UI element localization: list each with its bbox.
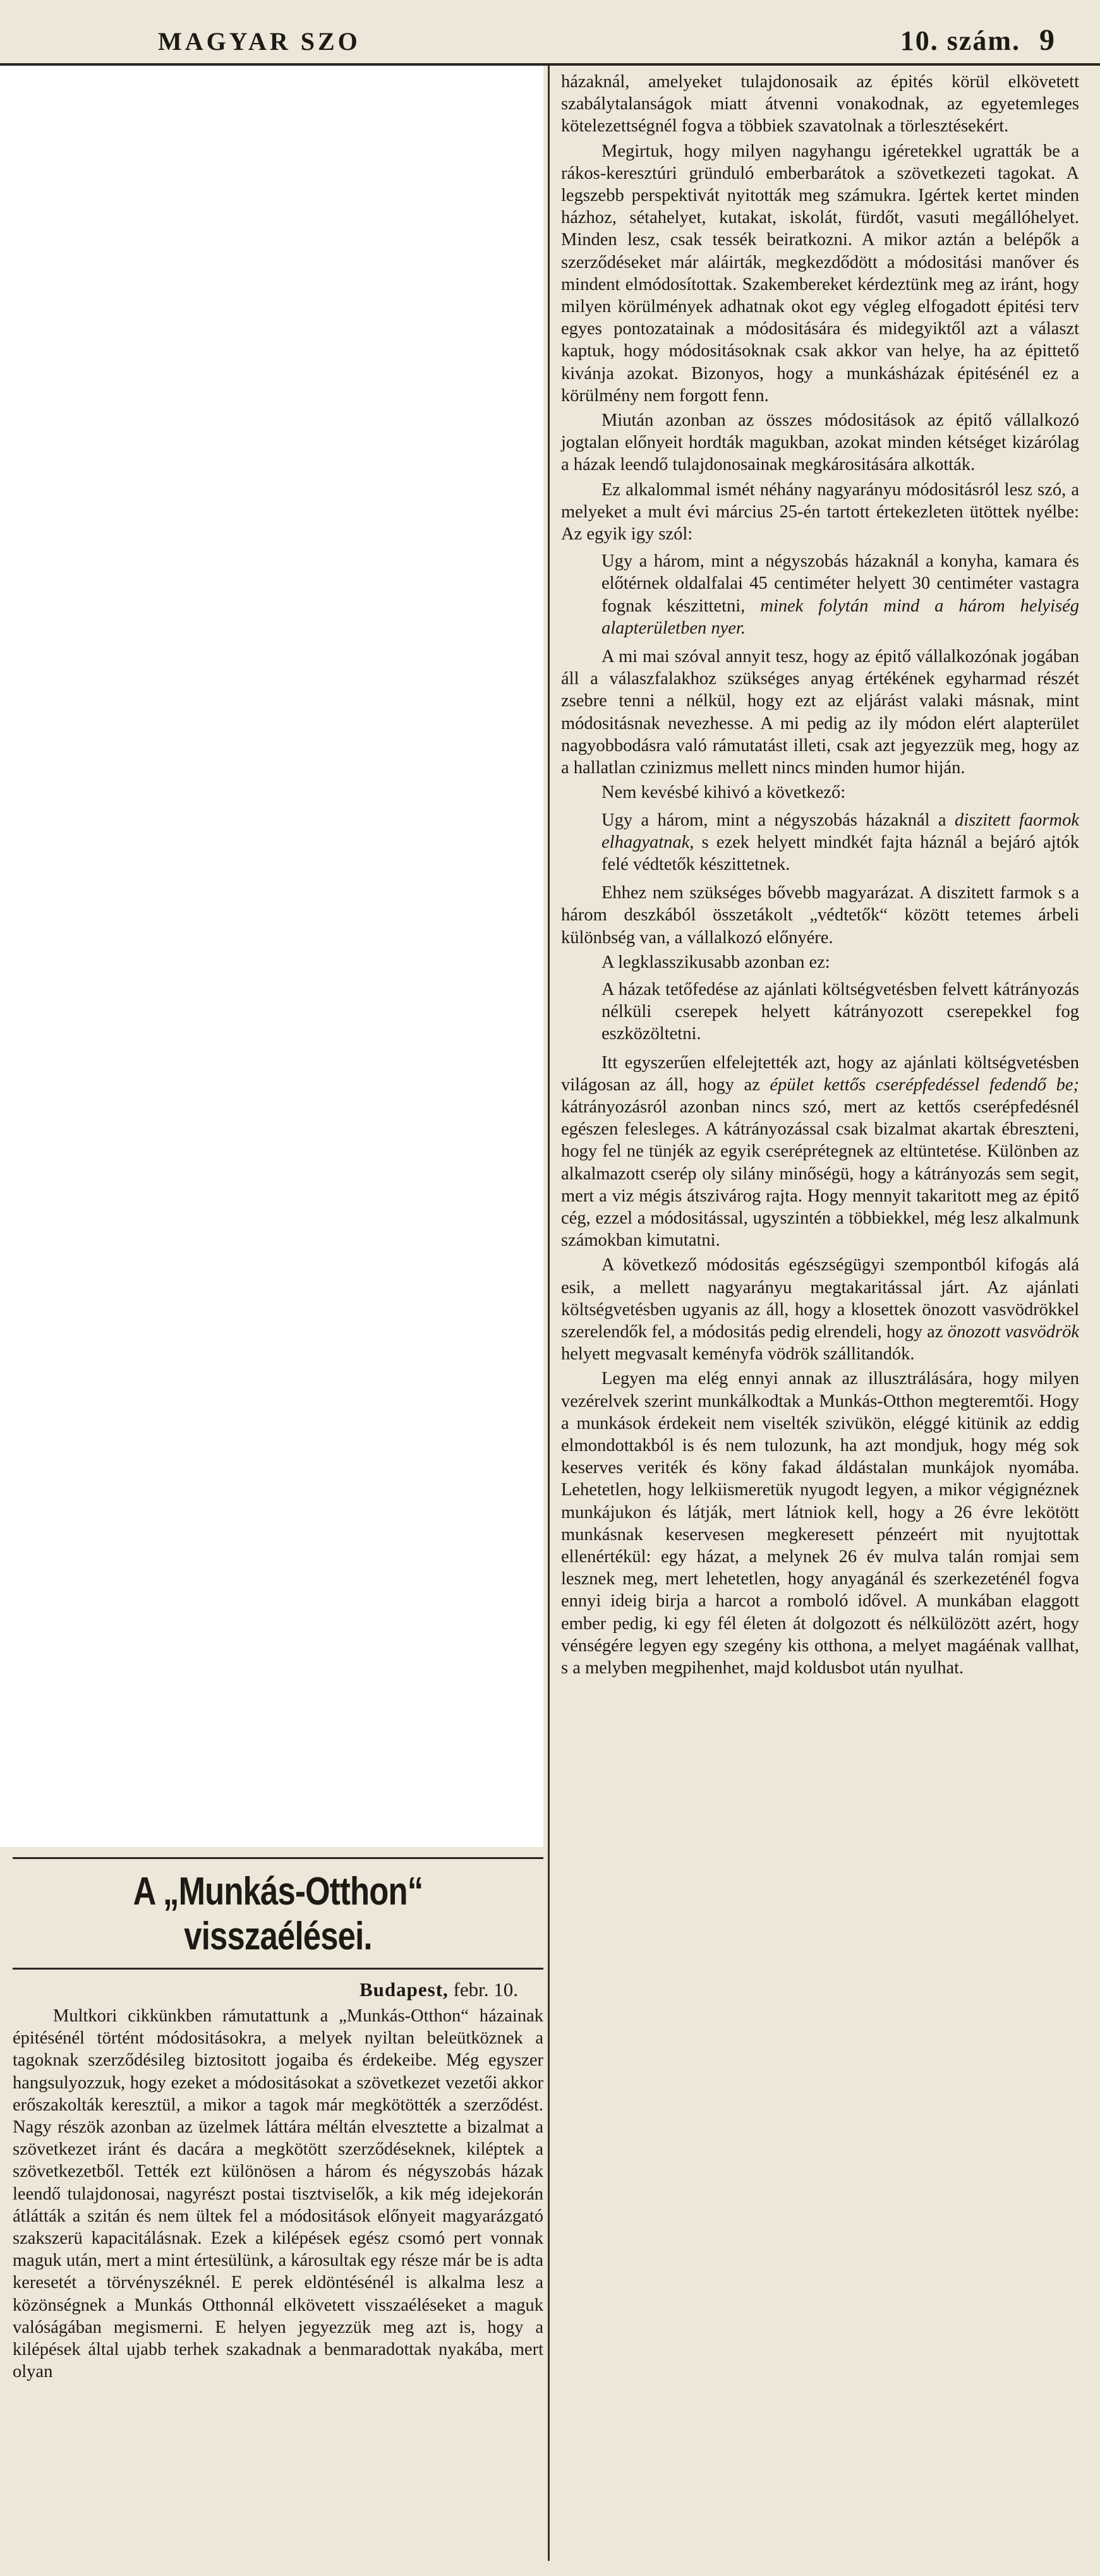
dateline-date: febr. 10. xyxy=(453,1978,518,2001)
article-paragraph: Ehhez nem szükséges bővebb magyarázat. A diszitett farmok s a három deszkából összetákolt „védtetők“ között tetemes árbeli különbség van, a vállalkozó előnyére. xyxy=(561,883,1079,948)
issue-number: 10. szám. xyxy=(900,25,1020,56)
right-column xyxy=(561,71,1079,2560)
article-paragraph xyxy=(561,1254,1079,1365)
article-title: A „Munkás-Otthon“ visszaélései. xyxy=(133,1870,423,1958)
paragraph-text: A következő módositás egészségügyi szempontból kifogás alá esik, a mellett nagyarányu megtakaritással járt. Az ajánlati költségvetésben ugyanis az áll, hogy a klosettek önozott vasvödrökkel szerelendők fel, a módositás pedig elrendeli, hogy az xyxy=(561,1255,1079,1342)
quote-emphasis: diszitett faormok elhagyatnak, xyxy=(601,810,1080,852)
column-divider xyxy=(548,66,550,2561)
quoted-modification xyxy=(561,809,1079,876)
dateline xyxy=(13,1978,518,2001)
paragraph-text: Itt egyszerűen elfelejtették azt, hogy az ajánlati költségvetésben világosan az áll, hogy az xyxy=(561,1052,1079,1095)
quote-text: s ezek helyett mindkét fajta háznál a bejáró ajtók felé védtetők készittetnek. xyxy=(601,832,1079,874)
quote-emphasis: minek folytán mind a három helyiség alapterületben nyer. xyxy=(601,596,1079,638)
issue-label xyxy=(900,23,1056,57)
paragraph-text: kátrányozásról azonban nincs szó, mert az kettős cserépfedésnél egészen felesleges. A kátrányozással csak bizalmat akartak ébreszteni, hogy fel ne tünjék az egyik cseréprétegnek az eltüntetése. Különben az alkalmazott cserép oly silány minőségü, hogy a kátrányozás sem segit, mert a viz mégis átszivárog rajta. Hogy mennyit takaritott meg az épitő cég, ezzel a módositással, ugyszintén a többiekkel, még lesz alkalmunk számokban kimutatni. xyxy=(561,1097,1079,1251)
left-column xyxy=(13,1857,543,2565)
paragraph-emphasis: önozott vasvödrök xyxy=(947,1321,1079,1342)
article-paragraph: A mi mai szóval annyit tesz, hogy az épitő vállalkozónak jogában áll a válaszfalakhoz szükséges anyag értékének egyharmad részét zsebre tenni a nélkül, hogy ezt az eljárást valaki másnak, mint módositásnak nevezhesse. A mi pedig az ily módon elért alapterület nagyobbodásra való rámutatást illeti, csak azt jegyezzük meg, hogy az a hallatlan czinizmus mellett nincs minden humor hiján. xyxy=(561,647,1079,778)
article-paragraph: Legyen ma elég ennyi annak az illusztrálására, hogy milyen vezérelvek szerint munkálkodtak a Munkás-Otthon megteremtői. Hogy a munkások érdekeit nem viselték szivükön, eléggé kitünik az eddig elmondottakból is és nem tulozunk, ha azt mondjuk, hogy még sok keserves veriték és köny fakad áldástalan munkájok nyomába. Lehetetlen, hogy lelkiismeretük nyugodt legyen, a mikor végignéznek munkájukon és látják, mert látniok kell, hogy a 26 évre lekötött munkásnak keservesen megkeresett pénzeért mit nyujtottak ellenértékül: egy házat, a melynek 26 év mulva talán romjai sem lesznek meg, mert lehetetlen, hogy anyagánál és szerkezeténél fogva ennyi ideig birja a harcot a romboló idővel. A munkában elaggott ember pedig, ki egy fél életen át dolgozott és nélkülözött azért, hogy vénségére legyen egy szegény kis otthona, a melyet magáénak vallhat, s a melyben megpihenhet, majd koldusbot után nyulhat. xyxy=(561,1369,1079,1678)
paragraph-emphasis: épület kettős cserépfedéssel fedendő be; xyxy=(770,1074,1080,1095)
article-paragraph: Nem kevésbé kihivó a következő: xyxy=(601,783,846,803)
article-paragraph: Multkori cikkünkben rámutattunk a „Munkás-Otthon“ házainak épitésénél történt módositásokra, a melyek nyiltan beleütköznek a tagoknak szerződésileg biztositott jogaiba és érdekeibe. Még egyszer hangsulyozzuk, hogy ezeket a módositásokat a szövetkezet vezetői akkor erőszakolták keresztül, a mikor a tagok már megkötötték a szerződést. Nagy részök azonban az üzelmek láttára méltán elvesztette a bizalmat a szövetkezet iránt és dacára a megkötött szerződéseknek, kiléptek a szövetkezetből. Tették ezt különösen a három és négyszobás házak leendő tulajdonosai, nagyrészt postai tisztviselők, a kik még idejekorán átlátták a szitán és nem ültek fel a módositások előnyeit magyarázgató szakszerü kapacitálásnak. Ezek a kilépések egész csomó pert vonnak maguk után, mert a mint értesülünk, a károsultak egy része már be is adta keresetét a törvényszéknél. E perek eldöntésénél is alkalma lesz a közönségnek a Munkás Otthonnál elkövetett visszaéléseket a maguk valóságában megismerni. E helyen jegyezzük meg azt is, hogy a kilépések által ujabb terhek szakadnak a benmaradottak nyakába, mert olyan xyxy=(13,2006,543,2382)
quote-text: Ugy a három, mint a négyszobás házaknál a konyha, kamara és előtérnek oldalfalai 45 centiméter helyett 30 centiméter vastagra fognak készittetni, xyxy=(601,551,1079,616)
article-paragraph: Miután azonban az összes módositások az épitő vállalkozó jogtalan előnyeit hordták magukban, azokat minden kétséget kizárólag a házak leendő tulajdonosainak megkárositására alkották. xyxy=(561,411,1079,475)
dateline-place: Budapest, xyxy=(360,1978,449,2001)
quoted-modification xyxy=(561,550,1079,639)
article-paragraph: A legklasszikusabb azonban ez: xyxy=(601,952,830,972)
quoted-modification: A házak tetőfedése az ajánlati költségvetésben felvett kátrányozás nélküli cserepek helyett kátrányozott cserepekkel fog eszközöltetni. xyxy=(601,979,1079,1044)
blank-area xyxy=(0,66,543,1847)
article-title-box xyxy=(13,1857,543,1970)
article-paragraph: házaknál, amelyeket tulajdonosaik az épités körül elkövetett szabálytalanságok miatt átvenni vonakodnak, az egyetemleges kötelezettségnél fogva a többiek szavatolnak a törlesztésekért. xyxy=(561,72,1079,136)
page-number: 9 xyxy=(1039,23,1056,57)
article-paragraph: Ez alkalommal ismét néhány nagyarányu módositásról lesz szó, a melyeket a mult évi március 25-én tartott értekezleten ütöttek nyélbe: Az egyik igy szól: xyxy=(561,479,1079,545)
page-header xyxy=(0,0,1100,69)
article-paragraph xyxy=(561,1052,1079,1252)
paragraph-text: helyett megvasalt keményfa vödrök szállitandók. xyxy=(561,1344,915,1364)
article-paragraph: Megirtuk, hogy milyen nagyhangu igéretekkel ugratták be a rákos-keresztúri gründuló emberbarátok a szövetkezeti tagokat. A legszebb perspektivát nyitották meg számukra. Igértek kertet minden házhoz, sétahelyet, kutakat, iskolát, fürdőt, vasuti megállóhelyet. Minden lesz, csak tessék beiratkozni. A mikor aztán a belépők a szerződéseket már aláirták, megkezdődött a módositási manőver és mindent elmódosítottak. Szakembereket kérdeztünk meg az iránt, hogy milyen körülmények adhatnak okot egy végleg elfogadott épitési terv egyes pontozatainak a módositására és midegyiktől azt a választ kaptuk, hogy módositásoknak csak akkor van helye, ha az épittető kivánja azokat. Bizonyos, hogy a munkásházak épitésénél ez a körülmény nem forgott fenn. xyxy=(561,141,1079,406)
quote-text: Ugy a három, mint a négyszobás házaknál a xyxy=(601,810,946,830)
running-title: MAGYAR SZO xyxy=(158,27,361,56)
